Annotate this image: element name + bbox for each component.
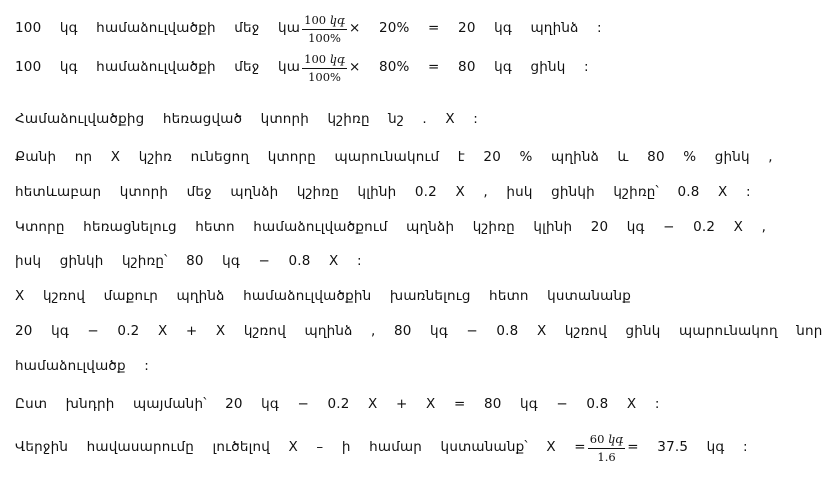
text-line bbox=[15, 245, 690, 279]
numerator-value: 100 bbox=[304, 51, 330, 66]
text-line bbox=[15, 211, 767, 245]
text-line bbox=[15, 51, 690, 85]
text-segment: Համաձուլվածքից հեռացված կտորի կշիռը նշ . X : bbox=[15, 111, 479, 128]
text-line bbox=[15, 280, 690, 314]
fraction-denominator: 100% bbox=[308, 69, 341, 84]
text-segment: X կշռով մաքուր պղինձ համաձուլվածքին խառնելուց հետո կստանանք bbox=[15, 288, 632, 305]
text-segment: հետևաբար կտորի մեջ պղնձի կշիռը կլինի 0.2 X , իսկ ցինկի կշիռը՝ 0.8 X : bbox=[15, 184, 751, 201]
numerator-unit: կգ bbox=[329, 51, 345, 66]
numerator-unit: կգ bbox=[329, 12, 345, 27]
text-segment: իսկ ցինկի կշիռը՝ 80 կգ − 0.8 X : bbox=[15, 253, 362, 270]
text-segment: Ըստ խնդրի պայմանի՝ 20 կգ − 0.2 X + X = 80 կգ − 0.8 X : bbox=[15, 396, 660, 413]
text-line bbox=[15, 176, 751, 210]
text-segment: 20 կգ − 0.2 X + X կշռով պղինձ , 80 կգ − 0.8 X կշռով ցինկ պարունակող նոր bbox=[15, 323, 822, 340]
text-segment: Վերջին հավասարումը լուծելով X – ի համար կստանանք՝ X = bbox=[15, 439, 586, 456]
text-segment: × 20% = 20 կգ պղինձ : bbox=[348, 20, 602, 37]
fraction bbox=[302, 53, 347, 83]
text-line bbox=[15, 431, 748, 465]
text-segment: = 37.5 կգ : bbox=[627, 439, 748, 456]
fraction bbox=[302, 14, 347, 44]
text-line bbox=[15, 388, 690, 422]
text-line bbox=[15, 12, 690, 46]
text-segment: 100 կգ համաձուլվածքի մեջ կա bbox=[15, 59, 301, 76]
numerator-unit: կգ bbox=[608, 431, 624, 446]
text-line bbox=[15, 103, 690, 137]
fraction-numerator bbox=[302, 14, 347, 30]
text-segment: 100 կգ համաձուլվածքի մեջ կա bbox=[15, 20, 301, 37]
text-segment: համաձուլվածք : bbox=[15, 358, 150, 375]
fraction-denominator: 1.6 bbox=[597, 449, 616, 464]
fraction-denominator: 100% bbox=[308, 30, 341, 45]
text-line bbox=[15, 315, 822, 349]
text-segment: Կտորը հեռացնելուց հետո համաձուլվածքում պղնձի կշիռը կլինի 20 կգ − 0.2 X , bbox=[15, 219, 767, 236]
text-segment: Քանի որ X կշիռ ունեցող կտորը պարունակում է 20 % պղինձ և 80 % ցինկ , bbox=[15, 149, 773, 166]
text-line bbox=[15, 141, 773, 175]
numerator-value: 60 bbox=[589, 431, 609, 446]
text-line bbox=[15, 350, 690, 384]
fraction-numerator bbox=[302, 53, 347, 69]
fraction-numerator bbox=[588, 433, 626, 449]
text-segment: × 80% = 80 կգ ցինկ : bbox=[348, 59, 589, 76]
fraction bbox=[588, 433, 626, 463]
numerator-value: 100 bbox=[304, 12, 330, 27]
